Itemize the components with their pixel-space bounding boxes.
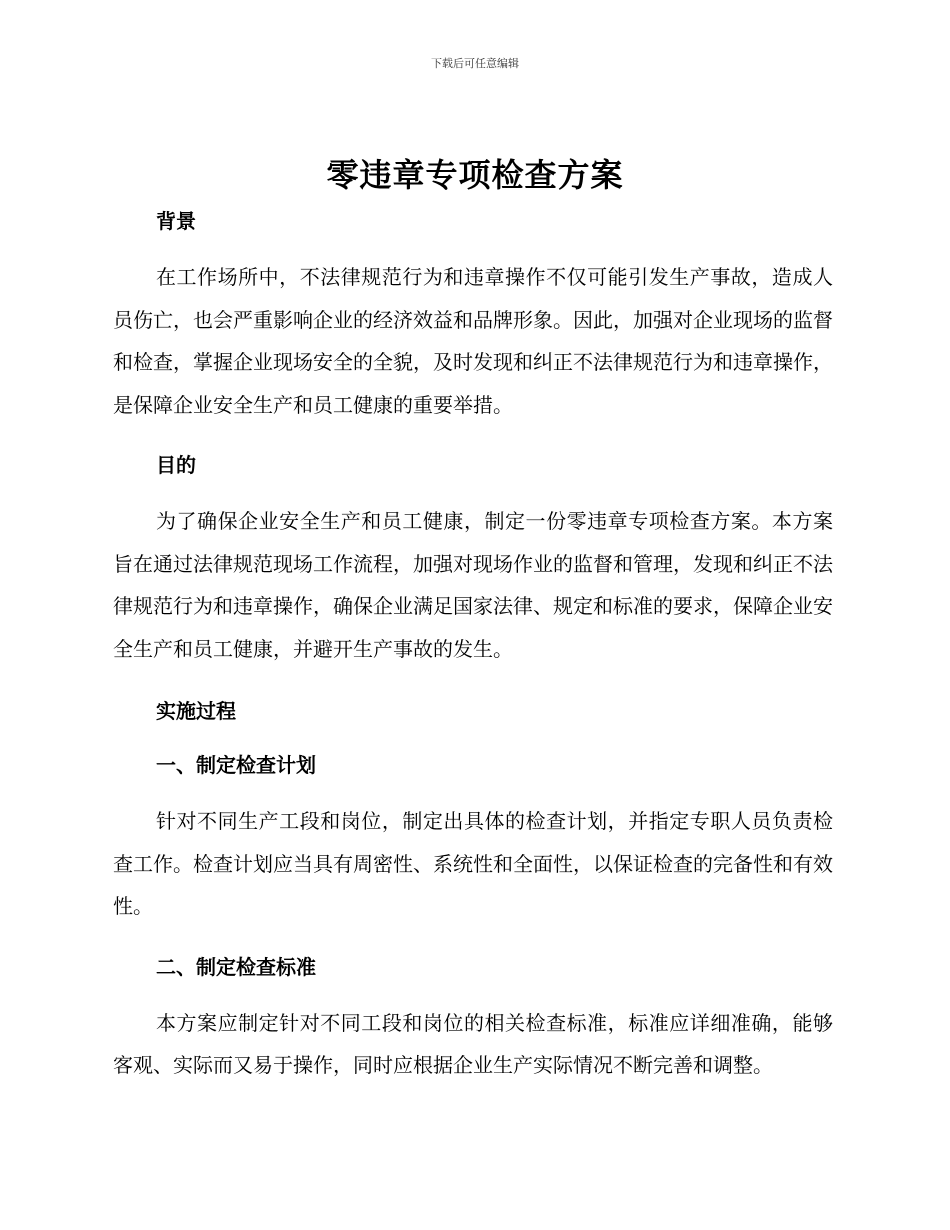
subsection-heading-plan: 一、制定检查计划 <box>156 753 316 777</box>
section-paragraph-background: 在工作场所中，不法律规范行为和违章操作不仅可能引发生产事故，造成人员伤亡，也会严重影响企业的经济效益和品牌形象。因此，加强对企业现场的监督和检查，掌握企业现场安全的全貌，及时发现和纠正不法律规范行为和违章操作，是保障企业安全生产和员工健康的重要举措。 <box>113 265 833 417</box>
section-paragraph-goal: 为了确保企业安全生产和员工健康，制定一份零违章专项检查方案。本方案旨在通过法律规范现场工作流程，加强对现场作业的监督和管理，发现和纠正不法律规范行为和违章操作，确保企业满足国家法律、规定和标准的要求，保障企业安全生产和员工健康，并避开生产事故的发生。 <box>113 509 833 661</box>
header-note: 下载后可任意编辑 <box>431 57 519 70</box>
section-heading-goal: 目的 <box>156 453 196 477</box>
section-heading-implementation: 实施过程 <box>156 699 236 723</box>
subsection-paragraph-standard: 本方案应制定针对不同工段和岗位的相关检查标准，标准应详细准确，能够客观、实际而又易于操作，同时应根据企业生产实际情况不断完善和调整。 <box>113 1010 833 1077</box>
section-heading-background: 背景 <box>156 209 196 233</box>
document-body <box>113 200 833 1087</box>
document-title: 零违章专项检查方案 <box>326 156 624 194</box>
subsection-heading-standard: 二、制定检查标准 <box>156 954 316 979</box>
subsection-paragraph-plan: 针对不同生产工段和岗位，制定出具体的检查计划，并指定专职人员负责检查工作。检查计划应当具有周密性、系统性和全面性，以保证检查的完备性和有效性。 <box>113 809 833 918</box>
